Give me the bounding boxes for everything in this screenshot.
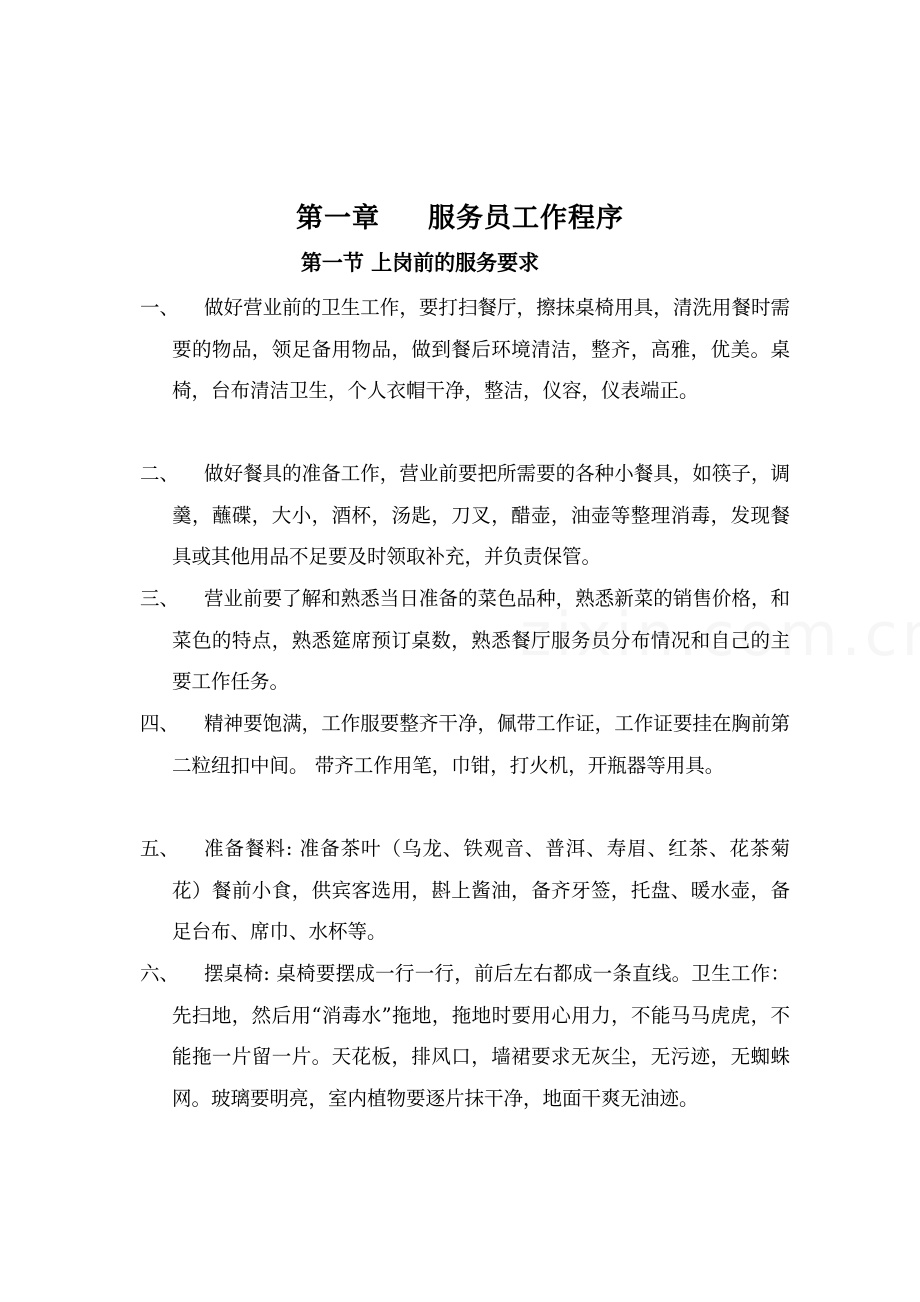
- list-item: [140, 578, 790, 703]
- chapter-number: 第一章: [296, 203, 380, 234]
- list-item-text: 做好营业前的卫生工作，要打扫餐厅，擦抹桌椅用具，清洗用餐时需要的物品，领足备用物品，做到餐后环境清洁，整齐，高雅，优美。桌椅，台布清洁卫生，个人衣帽干净，整洁，仪容，仪表端正。: [172, 296, 790, 402]
- list-item-text: 摆桌椅: 桌椅要摆成一行一行，前后左右都成一条直线。卫生工作：先扫地，然后用“消毒水”拖地，拖地时要用心用力，不能马马虎虎，不能拖一片留一片。天花板，排风口，墙裙要求无灰尘，无污迹，无蜘蛛网。玻璃要明亮，室内植物要逐片抹干净，地面干爽无油迹。: [172, 962, 790, 1110]
- list-item-number: 三、: [140, 587, 180, 610]
- chapter-title: [0, 196, 920, 235]
- list-item-text: 营业前要了解和熟悉当日准备的菜色品种，熟悉新菜的销售价格，和菜色的特点，熟悉筵席预订桌数，熟悉餐厅服务员分布情况和自己的主要工作任务。: [172, 587, 790, 693]
- list-item: [140, 703, 790, 786]
- list-item-text: 准备餐料: 准备茶叶（乌龙、铁观音、普洱、寿眉、红茶、花茶菊花）餐前小食，供宾客选用，斟上酱油，备齐牙签，托盘、暖水壶，备足台布、席巾、水杯等。: [172, 837, 790, 943]
- list-item-number: 六、: [140, 962, 180, 985]
- chapter-name: 服务员工作程序: [428, 203, 624, 234]
- list-item: [140, 453, 790, 578]
- section-title: 第一节 上岗前的服务要求: [300, 250, 540, 275]
- list-item: [140, 828, 790, 953]
- list-item-number: 五、: [140, 837, 180, 860]
- list-item: [140, 287, 790, 412]
- list-item-number: 二、: [140, 462, 180, 485]
- list-item-text: 精神要饱满，工作服要整齐干净，佩带工作证，工作证要挂在胸前第二粒纽扣中间。 带齐工作用笔，巾钳，打火机，开瓶器等用具。: [172, 712, 790, 777]
- list-item: [140, 953, 790, 1119]
- list-item-number: 四、: [140, 712, 180, 735]
- list-item-number: 一、: [140, 296, 180, 319]
- list-item-text: 做好餐具的准备工作，营业前要把所需要的各种小餐具，如筷子，调羹，蘸碟，大小，酒杯，汤匙，刀叉，醋壶，油壶等整理消毒，发现餐具或其他用品不足要及时领取补充，并负责保管。: [172, 462, 790, 568]
